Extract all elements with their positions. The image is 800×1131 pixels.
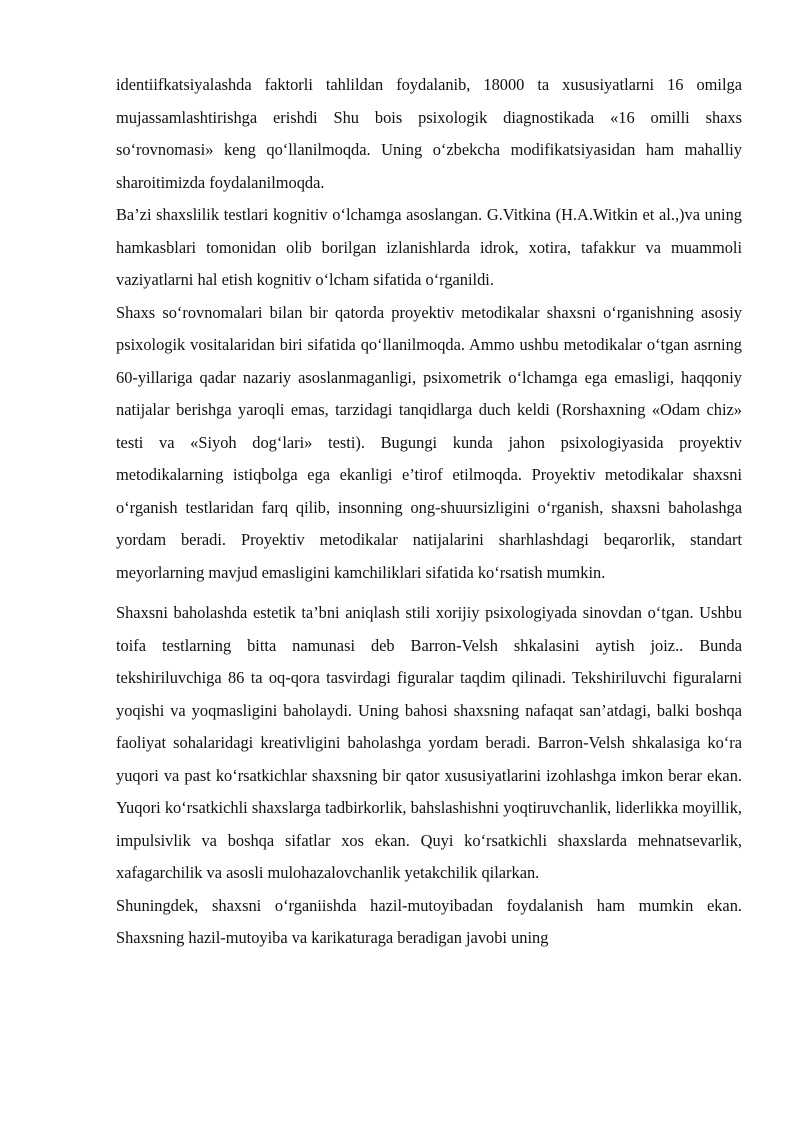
- paragraph-humor: Shuningdek, shaxsni o‘rganiishda hazil-mutoyibadan foydalanish ham mumkin ekan. Shaxsning hazil-mutoyiba va karikaturaga beradigan javobi uning: [116, 895, 742, 947]
- paragraph-projective-methods: Shaxs so‘rovnomalari bilan bir qatorda proyektiv metodikalar shaxsni o‘rganishning asosiy psixologik vositalaridan biri sifatida qo‘llanilmoqda. Ammo ushbu metodikalar o‘tgan asrning 60-yillariga qadar nazariy asoslanmaganligi, psixometrik o‘lchamga ega emasligi, haqqoniy natijalar berishga yaroqli emas, tarzidagi tanqidlarga duch keldi (Rorshaxning «Odam chiz» testi va «Siyoh dog‘lari» testi). Bugungi kunda jahon psixologiyasida proyektiv metodikalarning istiqbolga ega ekanligi e’tirof etilmoqda. Proyektiv metodikalar shaxsni o‘rganish testlaridan farq qilib, insonning ong-shuursizligini o‘rganish, shaxsni baholashga yordam beradi. Proyektiv metodikalar natijalarini sharhlashdagi beqarorlik, standart meyorlarning mavjud emasligini kamchiliklari sifatida ko‘rsatish mumkin.: [116, 302, 742, 582]
- paragraph-barron-welsh-scale: Shaxsni baholashda estetik ta’bni aniqlash stili xorijiy psixologiyada sinovdan o‘tgan. Ushbu toifa testlarning bitta namunasi deb Barron-Velsh shkalasini aytish joiz.. Bunda tekshiriluvchiga 86 ta oq-qora tasvirdagi figuralar taqdim qilinadi. Tekshiriluvchi figuralarni yoqishi va yoqmasligini baholaydi. Uning bahosi shaxsning nafaqat san’atdagi, balki boshqa faoliyat sohalaridagi kreativligini baholashga yordam beradi. Barron-Velsh shkalasiga ko‘ra yuqori va past ko‘rsatkichlar shaxsning bir qator xususiyatlarini izohlashga imkon berar ekan. Yuqori ko‘rsatkichli shaxslarga tadbirkorlik, bahslashishni yoqtiruvchanlik, liderlikka moyillik, impulsivlik va boshqa sifatlar xos ekan. Quyi ko‘rsatkichli shaxslarda mehnatsevarlik, xafagarchilik va asosli mulohazalovchanlik yetakchilik qilarkan.: [116, 603, 742, 882]
- paragraph-cognitive-tests: Ba’zi shaxslilik testlari kognitiv o‘lchamga asoslangan. G.Vitkina (H.A.Witkin et al.,)va uning hamkasblari tomonidan olib borilgan izlanishlarda idrok, xotira, tafakkur va muammoli vaziyatlarni hal etish kognitiv o‘lcham sifatida o‘rganildi.: [116, 205, 742, 289]
- paragraph-factor-analysis: identiifkatsiyalashda faktorli tahlildan foydalanib, 18000 ta xususiyatlarni 16 omilga mujassamlashtirishga erishdi Shu bois psixologik diagnostikada «16 omilli shaxs so‘rovnomasi» keng qo‘llanilmoqda. Uning o‘zbekcha modifikatsiyasidan ham mahalliy sharoitimizda foydalanilmoqda.: [116, 75, 742, 192]
- document-page: [116, 69, 742, 955]
